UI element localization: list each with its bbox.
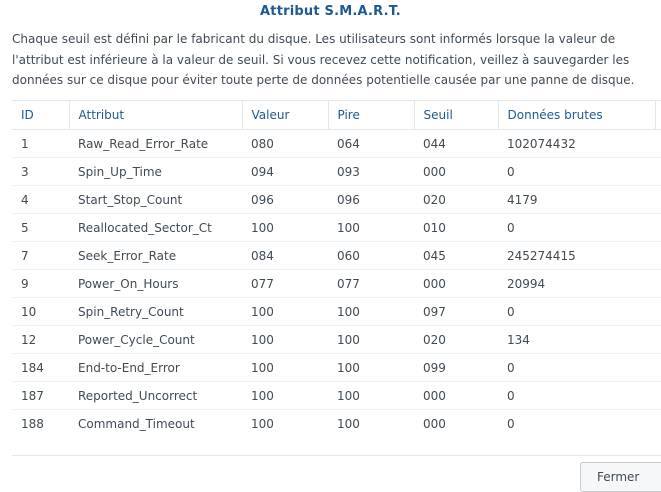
cell-spacer xyxy=(655,326,661,354)
cell-id: 7 xyxy=(12,242,69,270)
table-row[interactable] xyxy=(12,354,661,382)
cell-spacer xyxy=(655,410,661,438)
table-body xyxy=(12,130,661,438)
cell-value: 077 xyxy=(242,270,328,298)
cell-id: 5 xyxy=(12,214,69,242)
cell-value: 096 xyxy=(242,186,328,214)
cell-raw-data: 0 xyxy=(498,382,655,410)
cell-spacer xyxy=(655,214,661,242)
cell-id: 12 xyxy=(12,326,69,354)
cell-spacer xyxy=(655,298,661,326)
cell-id: 184 xyxy=(12,354,69,382)
cell-threshold: 000 xyxy=(414,382,498,410)
cell-attribute: Command_Timeout xyxy=(69,410,242,438)
cell-value: 100 xyxy=(242,410,328,438)
cell-id: 187 xyxy=(12,382,69,410)
cell-value: 094 xyxy=(242,158,328,186)
cell-value: 100 xyxy=(242,298,328,326)
cell-spacer xyxy=(655,270,661,298)
cell-value: 100 xyxy=(242,354,328,382)
cell-id: 4 xyxy=(12,186,69,214)
smart-table-container[interactable] xyxy=(12,100,661,437)
column-header-threshold[interactable]: Seuil xyxy=(414,101,498,130)
table-row[interactable] xyxy=(12,186,661,214)
cell-attribute: End-to-End_Error xyxy=(69,354,242,382)
cell-attribute: Reported_Uncorrect xyxy=(69,382,242,410)
cell-worst: 093 xyxy=(328,158,414,186)
cell-worst: 060 xyxy=(328,242,414,270)
cell-worst: 077 xyxy=(328,270,414,298)
cell-worst: 100 xyxy=(328,410,414,438)
table-row[interactable] xyxy=(12,410,661,438)
cell-threshold: 020 xyxy=(414,326,498,354)
cell-threshold: 000 xyxy=(414,270,498,298)
cell-raw-data: 4179 xyxy=(498,186,655,214)
table-header-row xyxy=(12,101,661,130)
column-header-raw-data[interactable]: Données brutes xyxy=(498,101,655,130)
cell-attribute: Raw_Read_Error_Rate xyxy=(69,130,242,158)
cell-threshold: 000 xyxy=(414,410,498,438)
cell-spacer xyxy=(655,382,661,410)
cell-worst: 064 xyxy=(328,130,414,158)
cell-threshold: 044 xyxy=(414,130,498,158)
cell-worst: 100 xyxy=(328,214,414,242)
cell-id: 10 xyxy=(12,298,69,326)
cell-spacer xyxy=(655,354,661,382)
cell-threshold: 097 xyxy=(414,298,498,326)
cell-raw-data: 0 xyxy=(498,214,655,242)
cell-value: 100 xyxy=(242,326,328,354)
cell-value: 100 xyxy=(242,382,328,410)
cell-raw-data: 0 xyxy=(498,158,655,186)
footer-divider xyxy=(12,455,661,456)
table-row[interactable] xyxy=(12,214,661,242)
cell-threshold: 045 xyxy=(414,242,498,270)
cell-raw-data: 245274415 xyxy=(498,242,655,270)
cell-id: 9 xyxy=(12,270,69,298)
column-header-worst[interactable]: Pire xyxy=(328,101,414,130)
column-header-spacer xyxy=(655,101,661,130)
cell-attribute: Seek_Error_Rate xyxy=(69,242,242,270)
column-header-id[interactable]: ID xyxy=(12,101,69,130)
cell-value: 100 xyxy=(242,214,328,242)
cell-attribute: Spin_Up_Time xyxy=(69,158,242,186)
table-row[interactable] xyxy=(12,326,661,354)
cell-id: 1 xyxy=(12,130,69,158)
cell-attribute: Power_On_Hours xyxy=(69,270,242,298)
cell-raw-data: 0 xyxy=(498,298,655,326)
table-row[interactable] xyxy=(12,382,661,410)
cell-attribute: Reallocated_Sector_Ct xyxy=(69,214,242,242)
cell-id: 3 xyxy=(12,158,69,186)
cell-raw-data: 20994 xyxy=(498,270,655,298)
dialog-title-bar xyxy=(0,0,661,20)
cell-raw-data: 134 xyxy=(498,326,655,354)
cell-worst: 096 xyxy=(328,186,414,214)
dialog-title: Attribut S.M.A.R.T. xyxy=(260,4,401,19)
cell-spacer xyxy=(655,186,661,214)
cell-threshold: 020 xyxy=(414,186,498,214)
smart-attribute-table xyxy=(12,100,661,437)
cell-spacer xyxy=(655,158,661,186)
cell-attribute: Start_Stop_Count xyxy=(69,186,242,214)
cell-worst: 100 xyxy=(328,298,414,326)
cell-raw-data: 0 xyxy=(498,410,655,438)
cell-worst: 100 xyxy=(328,354,414,382)
cell-raw-data: 102074432 xyxy=(498,130,655,158)
cell-attribute: Power_Cycle_Count xyxy=(69,326,242,354)
close-button[interactable]: Fermer xyxy=(580,462,661,492)
cell-attribute: Spin_Retry_Count xyxy=(69,298,242,326)
cell-spacer xyxy=(655,242,661,270)
table-row[interactable] xyxy=(12,270,661,298)
column-header-value[interactable]: Valeur xyxy=(242,101,328,130)
dialog-description: Chaque seuil est défini par le fabricant du disque. Les utilisateurs sont informés lorsque la valeur de l'attribut est inférieure à la valeur de seuil. Si vous recevez cette notification, veillez à sauvegarder les données sur ce disque pour éviter toute perte de données potentielle causée par une panne de disque. xyxy=(12,32,635,87)
column-header-attribute[interactable]: Attribut xyxy=(69,101,242,130)
cell-threshold: 099 xyxy=(414,354,498,382)
table-row[interactable] xyxy=(12,298,661,326)
cell-worst: 100 xyxy=(328,326,414,354)
table-row[interactable] xyxy=(12,130,661,158)
cell-threshold: 010 xyxy=(414,214,498,242)
cell-worst: 100 xyxy=(328,382,414,410)
cell-value: 084 xyxy=(242,242,328,270)
cell-value: 080 xyxy=(242,130,328,158)
table-row[interactable] xyxy=(12,158,661,186)
table-row[interactable] xyxy=(12,242,661,270)
cell-id: 188 xyxy=(12,410,69,438)
cell-raw-data: 0 xyxy=(498,354,655,382)
cell-spacer xyxy=(655,130,661,158)
cell-threshold: 000 xyxy=(414,158,498,186)
